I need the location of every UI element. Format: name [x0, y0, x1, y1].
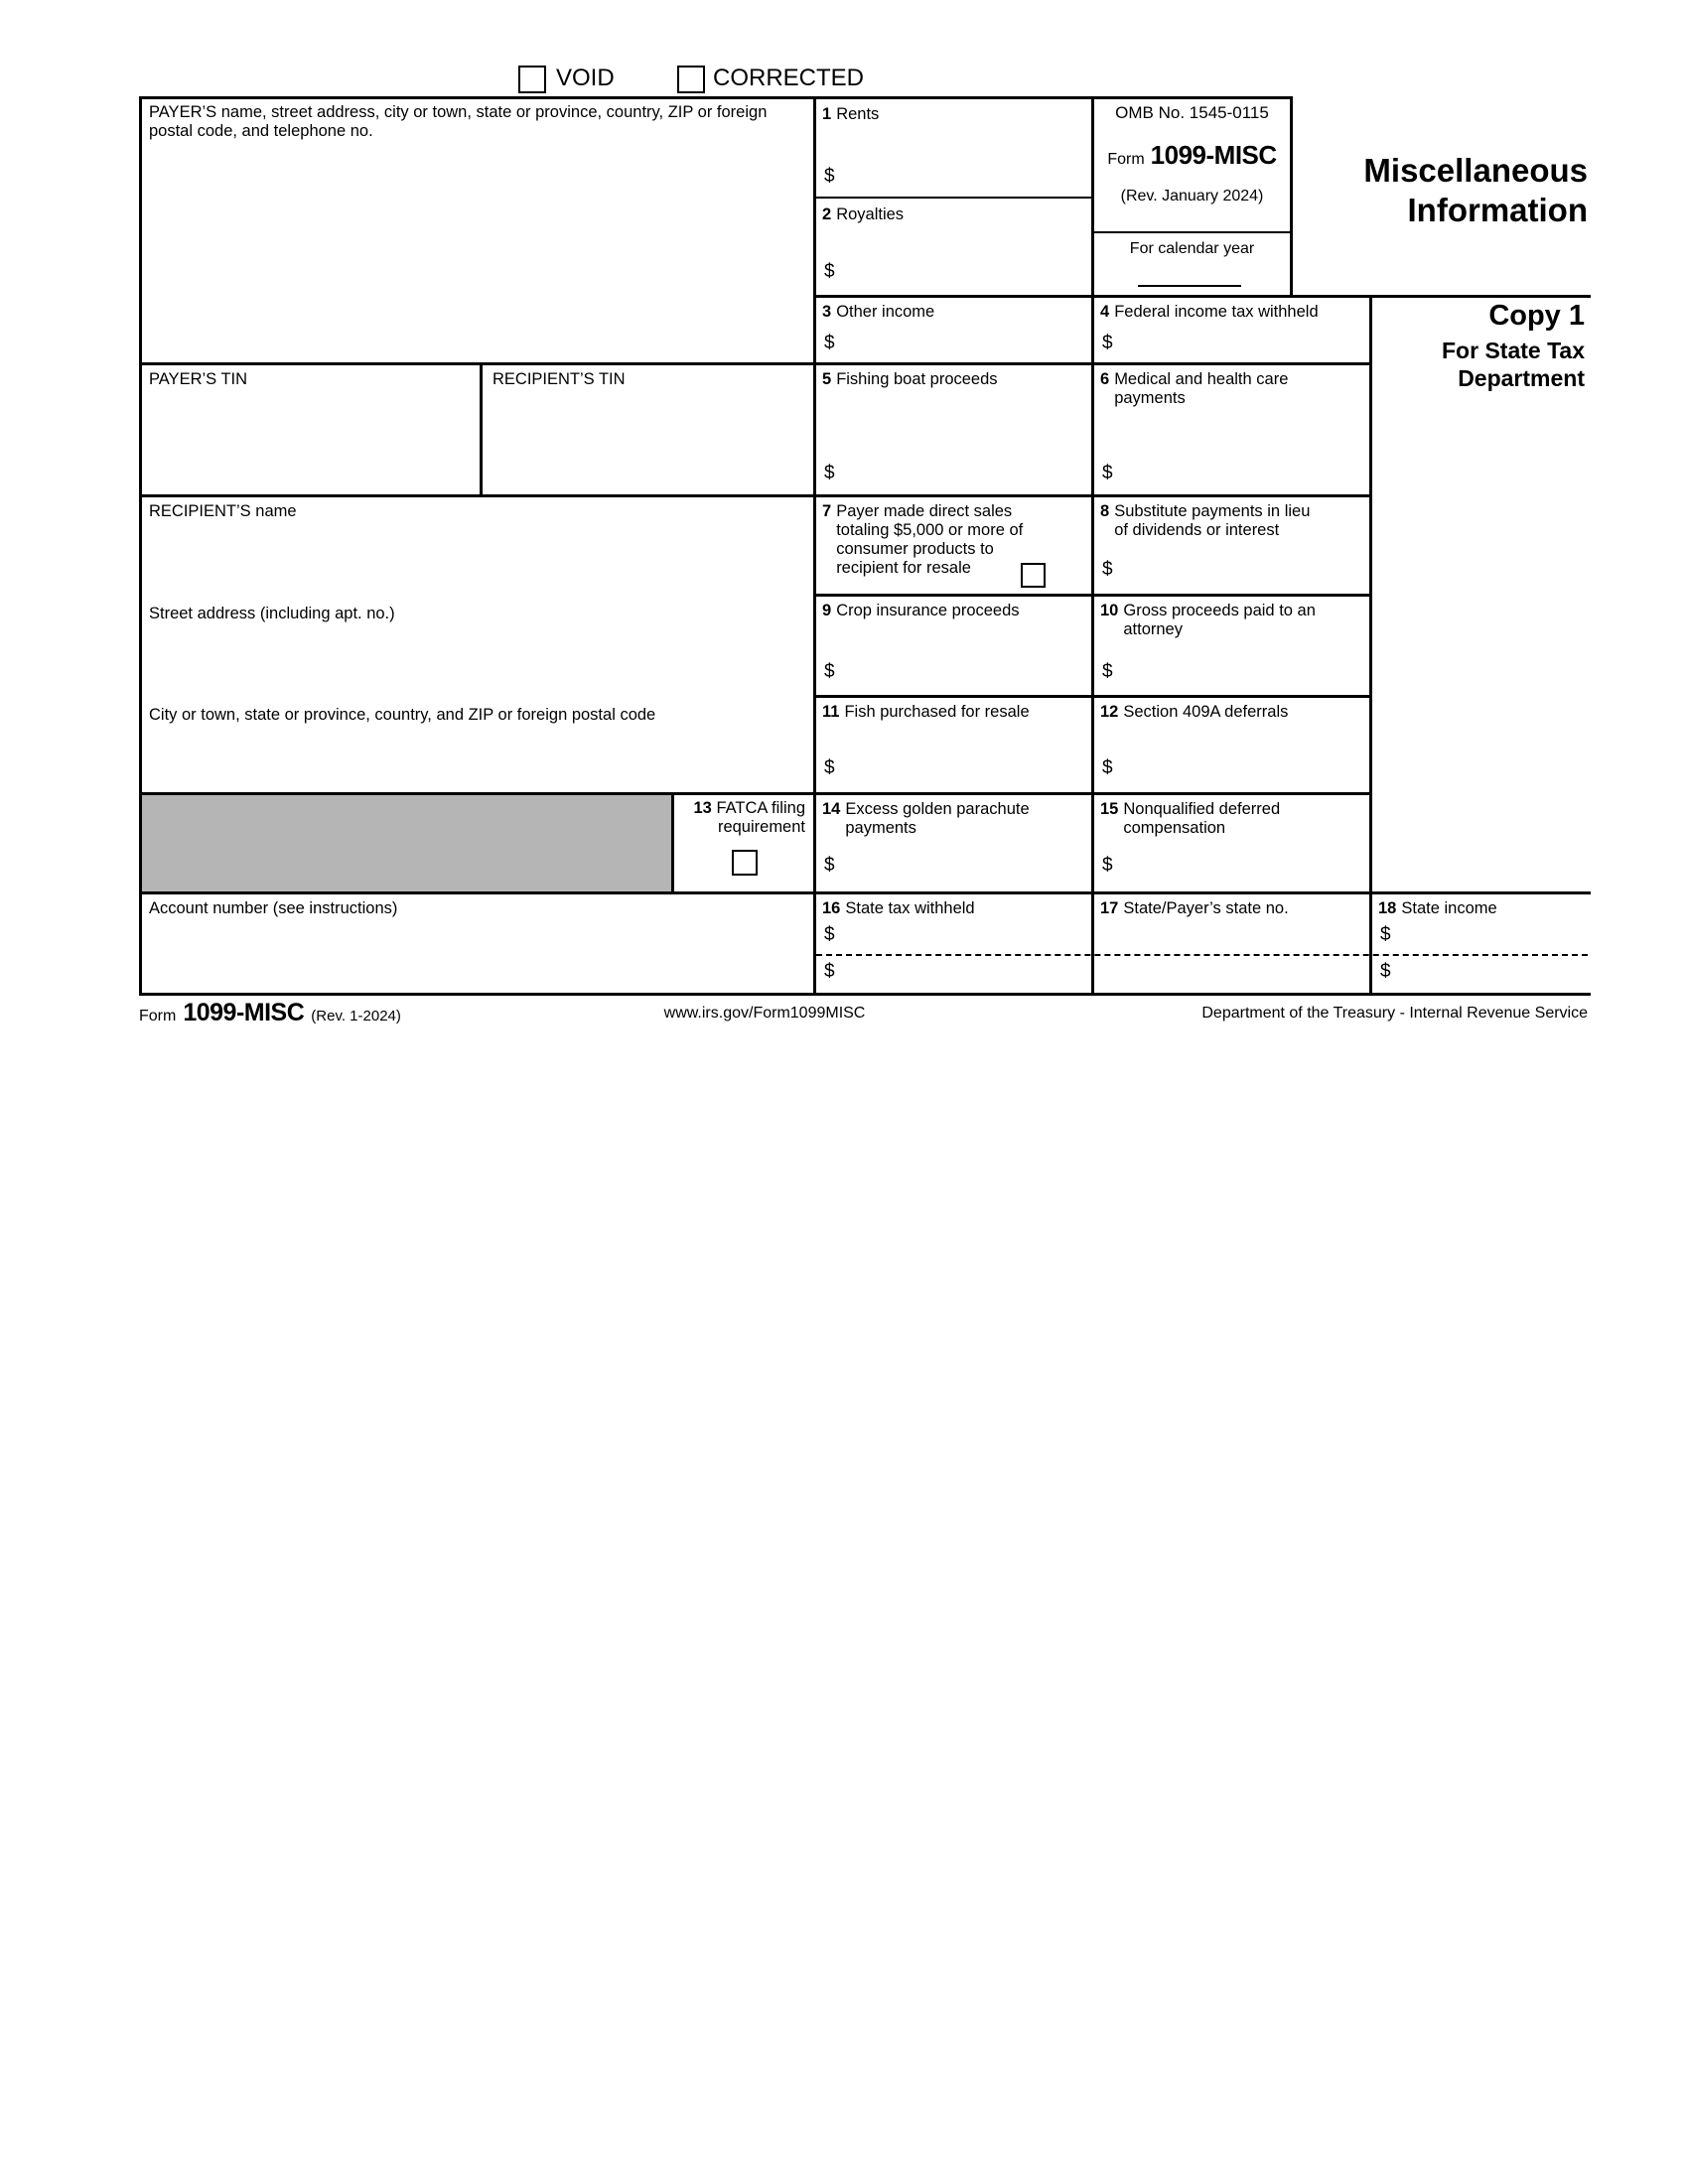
form-title	[1092, 151, 1588, 230]
grid-line	[1369, 295, 1372, 996]
box-4-dollar-sign: $	[1102, 333, 1113, 353]
box-1-number: 1	[822, 105, 832, 123]
recipient-name-label: RECIPIENT’S name	[149, 502, 297, 520]
box-7-number: 7	[822, 502, 832, 520]
grid-line	[480, 362, 483, 497]
box-10-number: 10	[1100, 602, 1119, 619]
box-17-label: State/Payer’s state no.	[1123, 899, 1289, 917]
box-15-nonqualified-deferred-comp[interactable]	[1094, 795, 1366, 888]
account-number-label: Account number (see instructions)	[149, 899, 398, 917]
box-16-state-tax-withheld[interactable]	[816, 894, 1088, 990]
city-state-zip-label: City or town, state or province, country, and ZIP or foreign postal code	[149, 706, 656, 724]
form-title-line1: Miscellaneous	[1363, 152, 1588, 189]
box-8-label: Substitute payments in lieu of dividends or interest	[1114, 502, 1311, 539]
box-12-label: Section 409A deferrals	[1123, 703, 1289, 721]
box-3-dollar-sign: $	[824, 333, 835, 353]
box-12-dollar-sign: $	[1102, 757, 1113, 778]
copy-for-line1: For State Tax	[1442, 338, 1585, 363]
payer-tin-label: PAYER’S TIN	[149, 370, 248, 388]
box-12-section-409a-deferrals[interactable]	[1094, 698, 1366, 789]
box-16-number: 16	[822, 899, 841, 917]
box-8-dollar-sign: $	[1102, 559, 1113, 580]
box-16-dollar-sign-2: $	[824, 961, 835, 982]
copy-label: Copy 1	[1488, 300, 1585, 332]
box-15-label: Nonqualified deferred compensation	[1123, 800, 1281, 837]
payer-tin-field[interactable]	[142, 365, 477, 491]
box-7-checkbox[interactable]	[1021, 563, 1046, 588]
box-7-direct-sales[interactable]	[816, 497, 1088, 591]
box-13-checkbox[interactable]	[732, 850, 758, 876]
box-11-fish-purchased[interactable]	[816, 698, 1088, 789]
box-4-number: 4	[1100, 303, 1110, 321]
box-13-fatca[interactable]	[674, 795, 810, 891]
form-title-line2: Information	[1407, 192, 1588, 228]
footer-form-number: 1099-MISC	[183, 999, 305, 1026]
box-16-label: State tax withheld	[845, 899, 975, 917]
box-2-label: Royalties	[836, 205, 905, 223]
box-14-golden-parachute[interactable]	[816, 795, 1088, 888]
grid-line	[139, 993, 1591, 996]
street-address-label: Street address (including apt. no.)	[149, 605, 395, 622]
box-3-number: 3	[822, 303, 832, 321]
box-3-other-income[interactable]	[816, 298, 1088, 359]
box-13-label: FATCA filing requirement	[716, 799, 805, 836]
omb-number: OMB No. 1545-0115	[1115, 103, 1269, 122]
footer-form-word: Form	[139, 1008, 177, 1024]
box-2-royalties[interactable]	[816, 199, 1088, 292]
grid-line	[1091, 231, 1290, 233]
recipient-tin-label: RECIPIENT’S TIN	[492, 370, 626, 388]
calendar-year-input[interactable]	[1138, 285, 1241, 287]
box-4-federal-income-tax-withheld[interactable]	[1094, 298, 1366, 359]
account-number-field[interactable]	[142, 894, 810, 990]
calendar-year-label: For calendar year	[1129, 240, 1255, 257]
footer-agency: Department of the Treasury - Internal Revenue Service	[1201, 1005, 1588, 1022]
box-15-dollar-sign: $	[1102, 855, 1113, 876]
box-1-dollar-sign: $	[824, 166, 835, 187]
box-2-dollar-sign: $	[824, 261, 835, 282]
box-16-dollar-sign-1: $	[824, 924, 835, 945]
footer-form-id	[139, 999, 401, 1027]
box-18-number: 18	[1378, 899, 1397, 917]
box-11-number: 11	[822, 703, 840, 721]
shaded-area	[142, 795, 671, 891]
box-8-substitute-payments[interactable]	[1094, 497, 1366, 591]
box-1-rents[interactable]	[816, 99, 1088, 197]
recipient-name-field[interactable]	[142, 497, 810, 595]
box-5-fishing-boat-proceeds[interactable]	[816, 365, 1088, 491]
copy-block	[1380, 300, 1585, 392]
box-18-dollar-sign-2: $	[1380, 961, 1391, 982]
void-checkbox[interactable]	[518, 66, 546, 93]
box-10-gross-proceeds-attorney[interactable]	[1094, 597, 1366, 692]
box-9-dollar-sign: $	[824, 661, 835, 682]
payer-name-address-label: PAYER’S name, street address, city or town, state or province, country, ZIP or foreign postal code, and telephone no.	[149, 103, 768, 140]
recipient-tin-field[interactable]	[486, 365, 810, 491]
box-10-dollar-sign: $	[1102, 661, 1113, 682]
footer-url[interactable]: www.irs.gov/Form1099MISC	[663, 1005, 866, 1022]
box-8-number: 8	[1100, 502, 1110, 520]
box-14-label: Excess golden parachute payments	[845, 800, 1030, 837]
box-11-label: Fish purchased for resale	[844, 703, 1030, 721]
box-1-label: Rents	[836, 105, 880, 123]
box-18-state-income[interactable]	[1372, 894, 1588, 990]
box-3-label: Other income	[836, 303, 935, 321]
box-14-number: 14	[822, 800, 841, 818]
box-9-crop-insurance-proceeds[interactable]	[816, 597, 1088, 692]
corrected-label: CORRECTED	[713, 65, 865, 91]
box-4-label: Federal income tax withheld	[1114, 303, 1319, 321]
footer-revision: (Rev. 1-2024)	[311, 1008, 401, 1024]
box-18-dollar-sign-1: $	[1380, 924, 1391, 945]
box-2-number: 2	[822, 205, 832, 223]
void-label: VOID	[556, 65, 615, 91]
box-7-label: Payer made direct sales totaling $5,000 or more of consumer products to recipient for resale	[836, 502, 1024, 577]
box-5-dollar-sign: $	[824, 463, 835, 483]
box-5-number: 5	[822, 370, 832, 388]
box-18-label: State income	[1401, 899, 1497, 917]
box-9-label: Crop insurance proceeds	[836, 602, 1020, 619]
box-14-dollar-sign: $	[824, 855, 835, 876]
corrected-checkbox[interactable]	[677, 66, 705, 93]
copy-for-line2: Department	[1458, 365, 1585, 391]
box-6-number: 6	[1100, 370, 1110, 388]
box-17-state-payer-state-no[interactable]	[1094, 894, 1366, 990]
city-state-zip-field[interactable]	[142, 696, 810, 789]
box-6-label: Medical and health care payments	[1114, 370, 1289, 407]
box-5-label: Fishing boat proceeds	[836, 370, 998, 388]
box-9-number: 9	[822, 602, 832, 619]
box-11-dollar-sign: $	[824, 757, 835, 778]
box-15-number: 15	[1100, 800, 1119, 818]
payer-name-address-field[interactable]	[142, 99, 810, 359]
box-17-number: 17	[1100, 899, 1119, 917]
street-address-field[interactable]	[142, 597, 810, 692]
box-10-label: Gross proceeds paid to an attorney	[1123, 602, 1316, 638]
form-number: 1099-MISC	[1150, 140, 1277, 170]
box-13-number: 13	[693, 799, 712, 817]
calendar-year-box	[1094, 239, 1290, 258]
box-12-number: 12	[1100, 703, 1119, 721]
revision-label: (Rev. January 2024)	[1120, 188, 1264, 205]
box-6-dollar-sign: $	[1102, 463, 1113, 483]
box-6-medical-health-payments[interactable]	[1094, 365, 1366, 491]
form-word: Form	[1107, 151, 1145, 168]
